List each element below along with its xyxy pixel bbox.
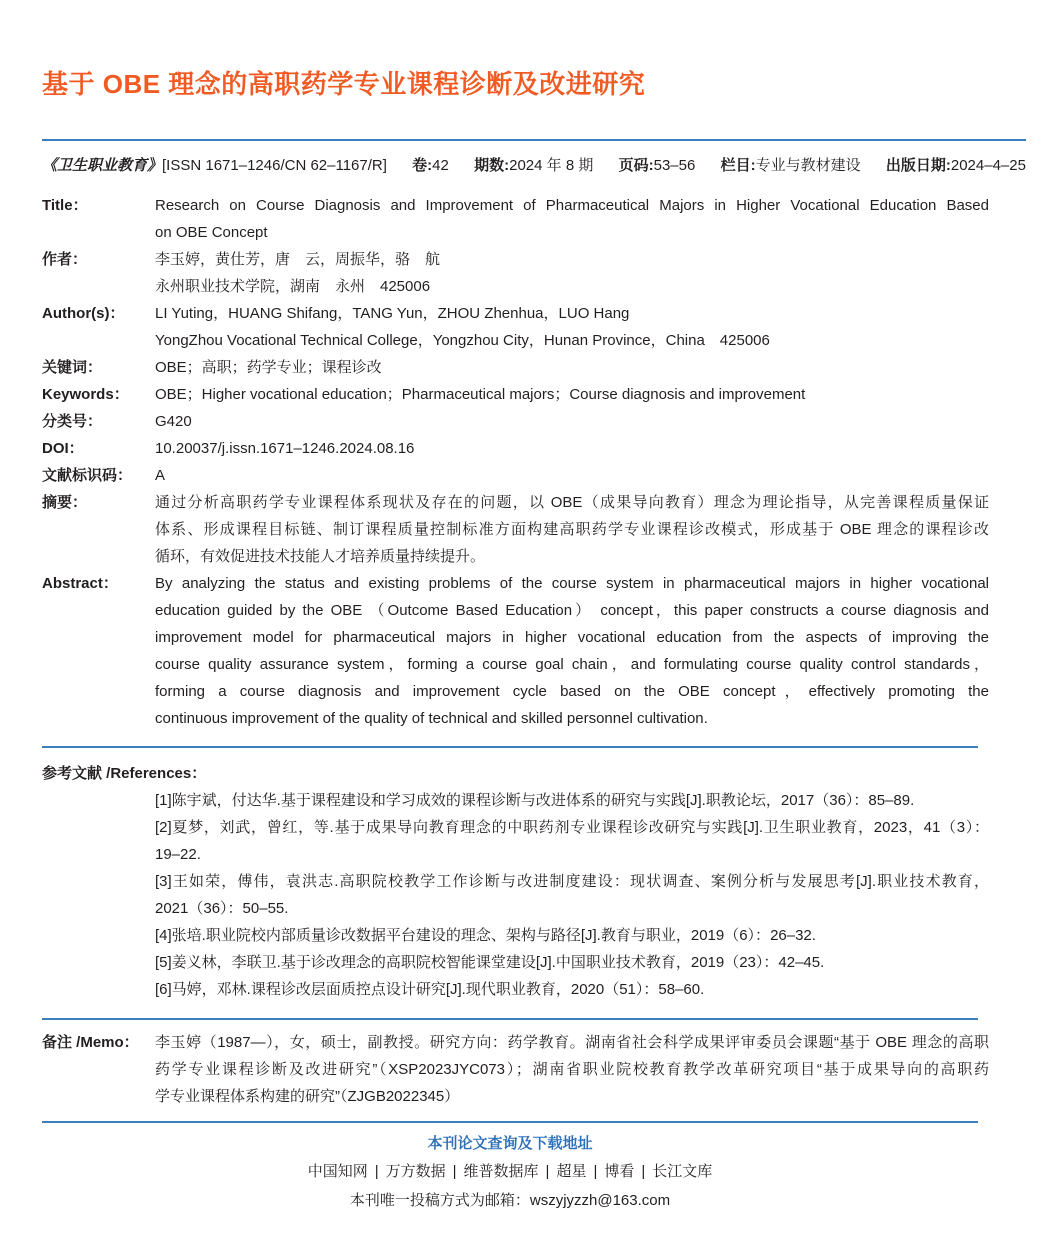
abstract-en-line: course quality assurance system，forming a course goal chain，and formulating course quality control standards，	[155, 655, 989, 673]
memo-line: 药学专业课程诊断及改进研究”（XSP2023JYC073）；湖南省职业院校教育教学改革研究项目“基于成果导向的高职药	[155, 1060, 989, 1078]
abstract-en-line: continuous improvement of the quality of technical and skilled personnel cultivation.	[155, 709, 708, 727]
issue-label: 期数:	[474, 157, 510, 174]
volume	[412, 153, 449, 179]
abstract-en-line: education guided by the OBE （Outcome Based Education） concept，this paper constructs a course diagnosis and	[155, 601, 989, 619]
database-cnki: 中国知网	[307, 1163, 368, 1180]
meta-row-authors-cn	[42, 246, 989, 300]
database-list	[42, 1159, 978, 1185]
reference-line: [1]陈宇斌，付达华.基于课程建设和学习成效的课程诊断与改进体系的研究与实践[J].职教论坛，2017（36）：85–89.	[155, 791, 915, 809]
separator: |	[545, 1163, 550, 1180]
meta-label: Abstract：	[42, 574, 118, 592]
reference-item	[155, 868, 989, 922]
meta-label: 作者：	[42, 250, 88, 268]
metadata-section	[42, 192, 989, 732]
issue-value: 2024 年 8 期	[509, 157, 594, 174]
journal-info-bar	[42, 153, 1026, 179]
classification	[155, 408, 989, 435]
abstract-en	[155, 570, 989, 732]
meta-row-keywords-cn	[42, 354, 989, 381]
database-vip: 维普数据库	[463, 1163, 539, 1180]
doi	[155, 435, 989, 462]
document-code-value: A	[155, 466, 166, 484]
meta-row-abstract-en	[42, 570, 989, 732]
meta-row-doi	[42, 435, 989, 462]
abstract-en-line: forming a course diagnosis and improvement cycle based on the OBE concept，effectively promoting the	[155, 682, 989, 700]
memo-section	[42, 1029, 989, 1110]
abstract-en-line: improvement model for pharmaceutical majors in higher vocational education from the aspects of improving the	[155, 628, 989, 646]
meta-label: 分类号：	[42, 412, 103, 430]
pages-label: 页码:	[618, 157, 654, 174]
meta-label: DOI：	[42, 439, 84, 457]
footer-heading: 本刊论文查询及下载地址	[427, 1135, 593, 1152]
article-title: 基于 OBE 理念的高职药学专业课程诊断及改进研究	[42, 69, 646, 99]
doi-value: 10.20037/j.issn.1671–1246.2024.08.16	[155, 439, 415, 457]
reference-line: [6]马婷，邓林.课程诊改层面质控点设计研究[J].现代职业教育，2020（51）：58–60.	[155, 980, 705, 998]
database-wanfang: 万方数据	[385, 1163, 446, 1180]
meta-row-classification	[42, 408, 989, 435]
date-label: 出版日期:	[885, 157, 951, 174]
reference-item	[155, 787, 989, 814]
keywords-cn-line: OBE；高职；药学专业；课程诊改	[155, 358, 382, 376]
database-chaoxing: 超星	[556, 1163, 587, 1180]
meta-label: 关键词：	[42, 358, 103, 376]
meta-label: Keywords：	[42, 385, 129, 403]
memo-row	[42, 1029, 989, 1110]
separator: |	[374, 1163, 379, 1180]
affiliation-cn: 永州职业技术学院，湖南 永州 425006	[155, 277, 431, 295]
reference-item	[155, 976, 989, 1003]
author-names-cn: 李玉婷，黄仕芳，唐 云，周振华，骆 航	[155, 250, 441, 268]
submission-email: wszyjyzzh@163.com	[529, 1192, 671, 1209]
separator: |	[452, 1163, 457, 1180]
publish-date	[886, 153, 1026, 179]
reference-line: [3]王如荣，傅伟，袁洪志.高职院校教学工作诊断与改进制度建设：现状调查、案例分析与发展思考[J].职业技术教育，	[155, 872, 989, 890]
reference-item	[155, 922, 989, 949]
submission-note	[42, 1188, 978, 1214]
separator: |	[593, 1163, 598, 1180]
separator: |	[641, 1163, 646, 1180]
abstract-cn-line: 循环，有效促进技术技能人才培养质量持续提升。	[155, 547, 486, 565]
reference-line: [4]张培.职业院校内部质量诊改数据平台建设的理念、架构与路径[J].教育与职业，2019（6）：26–32.	[155, 926, 816, 944]
classification-value: G420	[155, 412, 192, 430]
abstract-cn-line: 体系、形成课程目标链、制订课程质量控制标准方面构建高职药学专业课程诊改模式，形成基于 OBE 理念的课程诊改	[155, 520, 989, 538]
meta-label: 摘要：	[42, 493, 88, 511]
meta-label: Title：	[42, 196, 88, 214]
meta-row-document-code	[42, 462, 989, 489]
memo-line: 李玉婷（1987—），女，硕士，副教授。研究方向：药学教育。湖南省社会科学成果评审委员会课题“基于 OBE 理念的高职	[155, 1033, 989, 1051]
memo-line: 学专业课程体系构建的研究”（ZJGB2022345）	[155, 1087, 460, 1105]
pages	[619, 153, 696, 179]
column-label: 栏目:	[720, 157, 756, 174]
abstract-cn	[155, 489, 989, 570]
references-heading: 参考文献 /References：	[42, 764, 207, 782]
affiliation-en: YongZhou Vocational Technical College，Yongzhou City，Hunan Province，China 425006	[155, 331, 770, 349]
column	[721, 153, 861, 179]
column-value: 专业与教材建设	[755, 157, 861, 174]
issue	[474, 153, 593, 179]
meta-row-abstract-cn	[42, 489, 989, 570]
document-code	[155, 462, 989, 489]
journal-name: 《卫生职业教育》	[42, 157, 163, 174]
abstract-en-line: By analyzing the status and existing problems of the course system in pharmaceutical majors in higher vocational	[155, 574, 989, 592]
meta-row-title	[42, 192, 989, 246]
memo-rule	[42, 1018, 978, 1020]
reference-line: 19–22.	[155, 845, 201, 863]
meta-label: Author(s)：	[42, 304, 125, 322]
database-bookan: 博看	[604, 1163, 635, 1180]
issn-cn: [ISSN 1671–1246/CN 62–1167/R]	[162, 157, 387, 174]
memo-text	[155, 1029, 989, 1110]
meta-row-authors-en	[42, 300, 989, 354]
reference-line: [2]夏梦，刘武，曾红，等.基于成果导向教育理念的中职药剂专业课程诊改研究与实践[J].卫生职业教育，2023，41（3）：	[155, 818, 989, 836]
abstract-cn-line: 通过分析高职药学专业课程体系现状及存在的问题，以 OBE（成果导向教育）理念为理论指导，从完善课程质量保证	[155, 493, 989, 511]
journal-citation	[42, 153, 387, 179]
author-names-en: LI Yuting，HUANG Shifang，TANG Yun，ZHOU Zhenhua，LUO Hang	[155, 304, 630, 322]
references-rule	[42, 746, 978, 748]
english-title-line: on OBE Concept	[155, 223, 268, 241]
top-rule	[42, 139, 1026, 141]
database-changjiang: 长江文库	[652, 1163, 713, 1180]
volume-value: 42	[432, 157, 449, 174]
english-title-line: Research on Course Diagnosis and Improvement of Pharmaceutical Majors in Higher Vocational Education Based	[155, 196, 989, 214]
authors-en	[155, 300, 989, 354]
reference-item	[155, 949, 989, 976]
reference-line: 2021（36）：50–55.	[155, 899, 289, 917]
keywords-cn	[155, 354, 989, 381]
authors-cn	[155, 246, 989, 300]
references-section	[42, 760, 989, 1003]
date-value: 2024–4–25	[950, 157, 1026, 174]
meta-label: 文献标识码：	[42, 466, 133, 484]
submission-label: 本刊唯一投稿方式为邮箱：	[349, 1192, 530, 1209]
pages-value: 53–56	[653, 157, 696, 174]
keywords-en	[155, 381, 989, 408]
keywords-en-line: OBE；Higher vocational education；Pharmaceutical majors；Course diagnosis and improvement	[155, 385, 806, 403]
reference-line: [5]姜义林，李联卫.基于诊改理念的高职院校智能课堂建设[J].中国职业技术教育，2019（23）：42–45.	[155, 953, 825, 971]
english-title	[155, 192, 989, 246]
volume-label: 卷:	[412, 157, 433, 174]
reference-item	[155, 814, 989, 868]
memo-label: 备注 /Memo：	[42, 1033, 139, 1051]
footer-rule	[42, 1121, 978, 1123]
meta-row-keywords-en	[42, 381, 989, 408]
